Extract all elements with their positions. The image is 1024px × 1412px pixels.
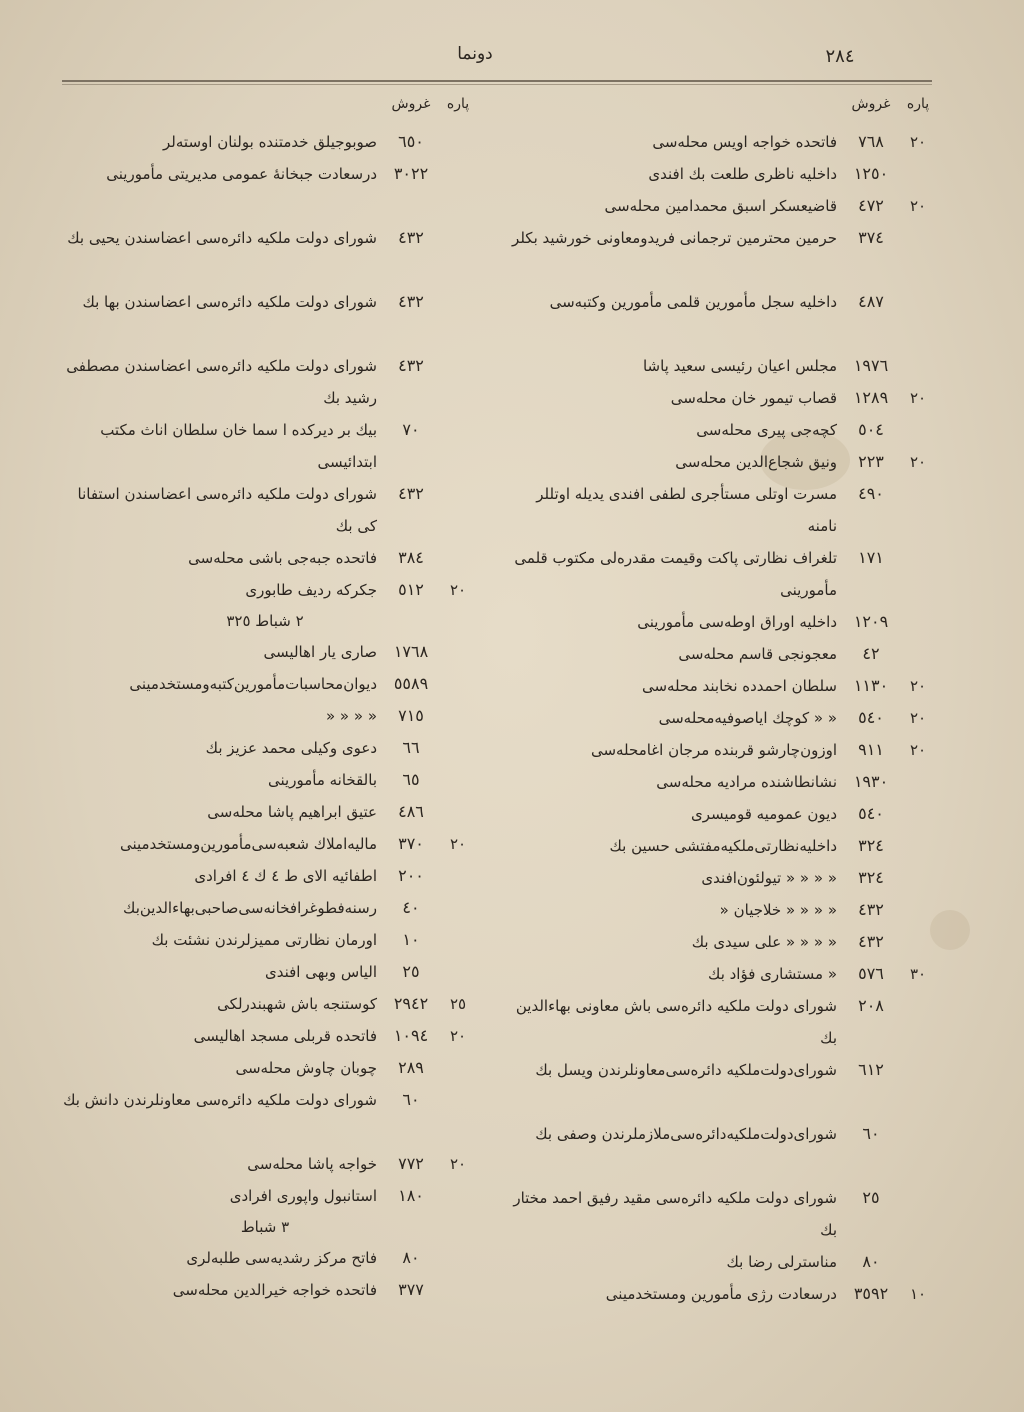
para-amount: ١٠ (909, 1285, 927, 1303)
entry-description: دعوى وكيلى محمد عزيز بك (205, 739, 377, 757)
para-amount: ٢٠ (909, 389, 927, 407)
entry-description: « مستشارى فؤاد بك (708, 965, 837, 983)
gurush-amount: ٦٦ (402, 738, 420, 757)
gurush-amount: ٣٢٤ (858, 868, 884, 887)
ledger-row (55, 574, 475, 606)
gurush-amount: ٧١٥ (398, 706, 424, 725)
entry-description: فاتحده خواجه اويس محله‌سى (652, 133, 837, 151)
entry-description: ديوان‌محاسبات‌مأمورين‌كتبه‌ومستخدمينى (129, 675, 377, 693)
gurush-amount: ٤٨٦ (398, 802, 424, 821)
gurush-amount: ١٢٥٠ (853, 164, 889, 183)
ledger-row (505, 862, 935, 894)
ledger-row (55, 1148, 475, 1180)
ledger-row (505, 222, 935, 286)
entry-description: « « « « خلاجيان « (719, 901, 837, 919)
ledger-row (55, 636, 475, 668)
para-amount: ٢٠ (449, 1155, 467, 1173)
gurush-amount: ١٠٩٤ (393, 1026, 429, 1045)
gurush-amount: ٦٥ (402, 770, 420, 789)
gurush-amount: ٤٨٧ (858, 292, 884, 311)
gurush-header: غروش (851, 96, 891, 112)
para-amount: ٢٠ (909, 197, 927, 215)
header-rule (62, 80, 932, 82)
para-amount: ٢٠ (909, 133, 927, 151)
gurush-amount: ١٨٠ (398, 1186, 424, 1205)
ledger-row (55, 158, 475, 222)
ledger-row (55, 1020, 475, 1052)
gurush-amount: ٣٠٢٢ (393, 164, 429, 183)
entry-description: الياس وبهى افندى (265, 963, 377, 981)
ledger-row (505, 350, 935, 382)
ledger-row (505, 158, 935, 190)
ledger-row (55, 1180, 475, 1212)
entry-description: قاضيعسكر اسبق محمدامين محله‌سى (604, 197, 837, 215)
gurush-amount: ٩١١ (858, 740, 884, 759)
ledger-row (505, 542, 935, 606)
gurush-amount: ٤٠ (402, 898, 420, 917)
ledger-row (55, 1052, 475, 1084)
entry-description: بيك بر ديركده ا سما خان سلطان اناث مكتب ابتدائيسى (100, 421, 377, 471)
gurush-amount: ٢٥ (402, 962, 420, 981)
para-amount: ٢٠ (449, 835, 467, 853)
entry-description: داخليه‌نظارتى‌ملكيه‌مفتشى حسين بك (609, 837, 837, 855)
gurush-amount: ١٢٨٩ (853, 388, 889, 407)
gurush-amount: ٨٠ (402, 1248, 420, 1267)
ledger-row (55, 542, 475, 574)
gurush-amount: ٢٥ (862, 1188, 880, 1207)
entry-description: « « « « (325, 707, 377, 725)
date-note: ٢ شباط ٣٢٥ (226, 612, 304, 630)
column-header (55, 96, 475, 126)
entry-description: شوراى‌دولت‌ملكيه‌دائره‌سى‌ملازملرندن وصفى بك (535, 1125, 837, 1143)
ledger-row (55, 668, 475, 700)
entry-description: « « كوچك اياصوفيه‌محله‌سى (658, 709, 837, 727)
gurush-amount: ١٧٦٨ (393, 642, 429, 661)
gurush-amount: ٣٢٤ (858, 836, 884, 855)
entry-description: داخليه اوراق اوطه‌سى مأمورينى (637, 613, 837, 631)
gurush-amount: ١٧١ (858, 548, 884, 567)
entry-description: معجونجى قاسم محله‌سى (678, 645, 837, 663)
ledger-row (55, 478, 475, 542)
ledger-row (505, 1278, 935, 1310)
ledger-row (505, 286, 935, 350)
ledger-row (55, 732, 475, 764)
gurush-amount: ٣٧٤ (858, 228, 884, 247)
gurush-header: غروش (391, 96, 431, 112)
gurush-amount: ٤٢ (862, 644, 880, 663)
entry-description: نشانطاشنده مراديه محله‌سى (656, 773, 837, 791)
gurush-amount: ١٩٧٦ (853, 356, 889, 375)
entry-description: شوراى دولت ملكيه دائره‌سى مقيد رفيق احمد مختار بك (513, 1189, 837, 1239)
page-number: ٢٨٤ (825, 46, 855, 67)
ledger-row (55, 350, 475, 414)
gurush-amount: ٧٦٨ (858, 132, 884, 151)
ledger-row (505, 1054, 935, 1118)
ledger-row (55, 796, 475, 828)
gurush-amount: ٢٠٨ (858, 996, 884, 1015)
entry-description: حرمين محترمين ترجمانى فريدومعاونى خورشيد بكلر (512, 229, 837, 247)
para-amount: ٢٠ (909, 709, 927, 727)
para-header: پاره (446, 96, 470, 112)
gurush-amount: ٢٩٤٢ (393, 994, 429, 1013)
ledger-row (505, 478, 935, 542)
running-title: دونما (457, 44, 493, 64)
ledger-row (505, 958, 935, 990)
entry-description: عتيق ابراهيم پاشا محله‌سى (207, 803, 377, 821)
gurush-amount: ٣٧٠ (398, 834, 424, 853)
entry-description: شوراى دولت ملكيه دائره‌سى اعضاسندن مصطفى رشيد بك (66, 357, 377, 407)
entry-description: ونيق شجاع‌الدين محله‌سى (675, 453, 837, 471)
gurush-amount: ٤٧٢ (858, 196, 884, 215)
entry-description: فاتح مركز رشديه‌سى طلبه‌لرى (186, 1249, 377, 1267)
ledger-row (505, 830, 935, 862)
entry-description: فاتحده خواجه خيرالدين محله‌سى (172, 1281, 377, 1299)
ledger-row (55, 126, 475, 158)
ledger-row (55, 892, 475, 924)
entry-description: چوبان چاوش محله‌سى (235, 1059, 377, 1077)
ledger-row (505, 670, 935, 702)
entry-description: مسرت اوتلى مستأجرى لطفى افندى يديله اوتللر نامنه (536, 485, 837, 535)
entry-description: شوراى دولت ملكيه دائره‌سى باش معاونى بهاءالدين بك (515, 997, 837, 1047)
para-amount: ٢٠ (449, 1027, 467, 1045)
gurush-amount: ٥٤٠ (858, 804, 884, 823)
entry-description: درسعادت رژى مأمورين ومستخدمينى (605, 1285, 837, 1303)
gurush-amount: ٧٧٢ (398, 1154, 424, 1173)
ledger-row (505, 446, 935, 478)
entry-description: كچه‌جى پيرى محله‌سى (696, 421, 837, 439)
entry-description: صوبوجيلق خدمتنده بولنان اوسته‌لر (163, 133, 377, 151)
gurush-amount: ٥١٢ (398, 580, 424, 599)
entry-description: مجلس اعيان رئيسى سعيد پاشا (642, 357, 837, 375)
ledger-row (55, 860, 475, 892)
entry-description: « « « « تيولئون‌افندى (701, 869, 837, 887)
entry-description: فاتحده قربلى مسجد اهاليسى (193, 1027, 377, 1045)
ledger-row (55, 828, 475, 860)
ledger-row (505, 894, 935, 926)
para-amount: ٢٠ (449, 581, 467, 599)
gurush-amount: ٤٣٢ (858, 900, 884, 919)
ledger-row (505, 1118, 935, 1182)
ledger-row (505, 606, 935, 638)
entry-description: رسنه‌فطوغرافخانه‌سى‌صاحبى‌بهاءالدين‌بك (123, 899, 377, 917)
para-amount: ٢٥ (449, 995, 467, 1013)
entry-description: اورمان نظارتى مميزلرندن نشئت بك (151, 931, 377, 949)
para-amount: ٢٠ (909, 741, 927, 759)
ledger-row (505, 766, 935, 798)
entry-description: شوراى‌دولت‌ملكيه دائره‌سى‌معاونلرندن ويسل بك (535, 1061, 837, 1079)
gurush-amount: ٣٧٧ (398, 1280, 424, 1299)
ledger-row (505, 990, 935, 1054)
header-rule-thin (62, 84, 932, 85)
ledger-row (505, 414, 935, 446)
ledger-row (505, 382, 935, 414)
right-column (505, 96, 935, 1310)
gurush-amount: ٢٠٠ (398, 866, 424, 885)
entry-description: شوراى دولت ملكيه دائره‌سى اعضاسندن استفانا كى بك (77, 485, 377, 535)
gurush-amount: ١١٣٠ (853, 676, 889, 695)
entry-description: ماليه‌املاك شعبه‌سى‌مأمورين‌ومستخدمينى (119, 835, 377, 853)
entry-description: اطفائيه الاى ط ٤ ك ٤ افرادى (194, 867, 377, 885)
gurush-amount: ٥٤٠ (858, 708, 884, 727)
ledger-row (505, 190, 935, 222)
paper-stain (930, 910, 970, 950)
entry-description: ديون عموميه قوميسرى (690, 805, 837, 823)
entry-description: شوراى دولت ملكيه دائره‌سى معاونلرندن دانش بك (63, 1091, 377, 1109)
gurush-amount: ٣٨٤ (398, 548, 424, 567)
gurush-amount: ٤٣٢ (398, 484, 424, 503)
ledger-row (505, 702, 935, 734)
entry-description: سلطان احمدده نخابند محله‌سى (641, 677, 837, 695)
entry-description: قصاب تيمور خان محله‌سى (670, 389, 837, 407)
entry-description: تلغراف نظارتى پاكت وقيمت مقدره‌لى مكتوب قلمى مأمورينى (514, 549, 837, 599)
ledger-row (505, 926, 935, 958)
entry-description: داخليه ناظرى طلعت بك افندى (648, 165, 837, 183)
entry-description: شوراى دولت ملكيه دائره‌سى اعضاسندن يحيى بك (67, 229, 377, 247)
ledger-row (505, 1182, 935, 1246)
date-note: ٣ شباط (240, 1218, 290, 1236)
ledger-row (55, 414, 475, 478)
ledger-row (55, 956, 475, 988)
gurush-amount: ٤٣٢ (398, 292, 424, 311)
gurush-amount: ٢٢٣ (858, 452, 884, 471)
gurush-amount: ٤٩٠ (858, 484, 884, 503)
gurush-amount: ١٢٠٩ (853, 612, 889, 631)
entry-description: داخليه سجل مأمورين قلمى مأمورين وكتبه‌سى (549, 293, 837, 311)
ledger-row (55, 700, 475, 732)
para-amount: ٣٠ (909, 965, 927, 983)
ledger-row (55, 1274, 475, 1306)
gurush-amount: ٥٥٨٩ (393, 674, 429, 693)
left-column (55, 96, 475, 1306)
column-header (505, 96, 935, 126)
gurush-amount: ٦٥٠ (398, 132, 424, 151)
gurush-amount: ٥٧٦ (858, 964, 884, 983)
gurush-amount: ٢٨٩ (398, 1058, 424, 1077)
ledger-row (505, 1246, 935, 1278)
gurush-amount: ٤٣٢ (398, 228, 424, 247)
para-amount: ٢٠ (909, 453, 927, 471)
ledger-row (55, 222, 475, 286)
ledger-row (55, 1084, 475, 1148)
gurush-amount: ٦٠ (862, 1124, 880, 1143)
entry-description: فاتحده جبه‌جى باشى محله‌سى (188, 549, 377, 567)
gurush-amount: ٤٣٢ (398, 356, 424, 375)
entry-description: كوستنجه باش شهبندرلكى (217, 995, 377, 1013)
entry-description: درسعادت جبخانهٔ عمومى مديريتى مأمورينى (106, 165, 377, 183)
ledger-row (505, 798, 935, 830)
entry-description: اوزون‌چارشو قربنده مرجان اغامحله‌سى (590, 741, 837, 759)
gurush-amount: ٨٠ (862, 1252, 880, 1271)
gurush-amount: ٦١٢ (858, 1060, 884, 1079)
gurush-amount: ١٠ (402, 930, 420, 949)
entry-description: مناسترلى رضا بك (726, 1253, 837, 1271)
gurush-amount: ٤٣٢ (858, 932, 884, 951)
ledger-row (55, 924, 475, 956)
ledger-row (55, 988, 475, 1020)
entry-description: استانبول واپورى افرادى (229, 1187, 377, 1205)
entry-description: بالقخانه مأمورينى (268, 771, 377, 789)
entry-description: خواجه پاشا محله‌سى (247, 1155, 377, 1173)
para-header: پاره (906, 96, 930, 112)
gurush-amount: ٣٥٩٢ (853, 1284, 889, 1303)
gurush-amount: ٥٠٤ (858, 420, 884, 439)
para-amount: ٢٠ (909, 677, 927, 695)
ledger-row (55, 764, 475, 796)
ledger-row (505, 638, 935, 670)
entry-description: صارى يار اهاليسى (263, 643, 377, 661)
entry-description: شوراى دولت ملكيه دائره‌سى اعضاسندن بها بك (82, 293, 377, 311)
entry-description: « « « « على سيدى بك (691, 933, 837, 951)
ledger-row (55, 286, 475, 350)
entry-description: جكركه رديف طابورى (245, 581, 377, 599)
gurush-amount: ٦٠ (402, 1090, 420, 1109)
gurush-amount: ٧٠ (402, 420, 420, 439)
ledger-row (55, 1242, 475, 1274)
ledger-row (505, 126, 935, 158)
ledger-row (505, 734, 935, 766)
gurush-amount: ١٩٣٠ (853, 772, 889, 791)
